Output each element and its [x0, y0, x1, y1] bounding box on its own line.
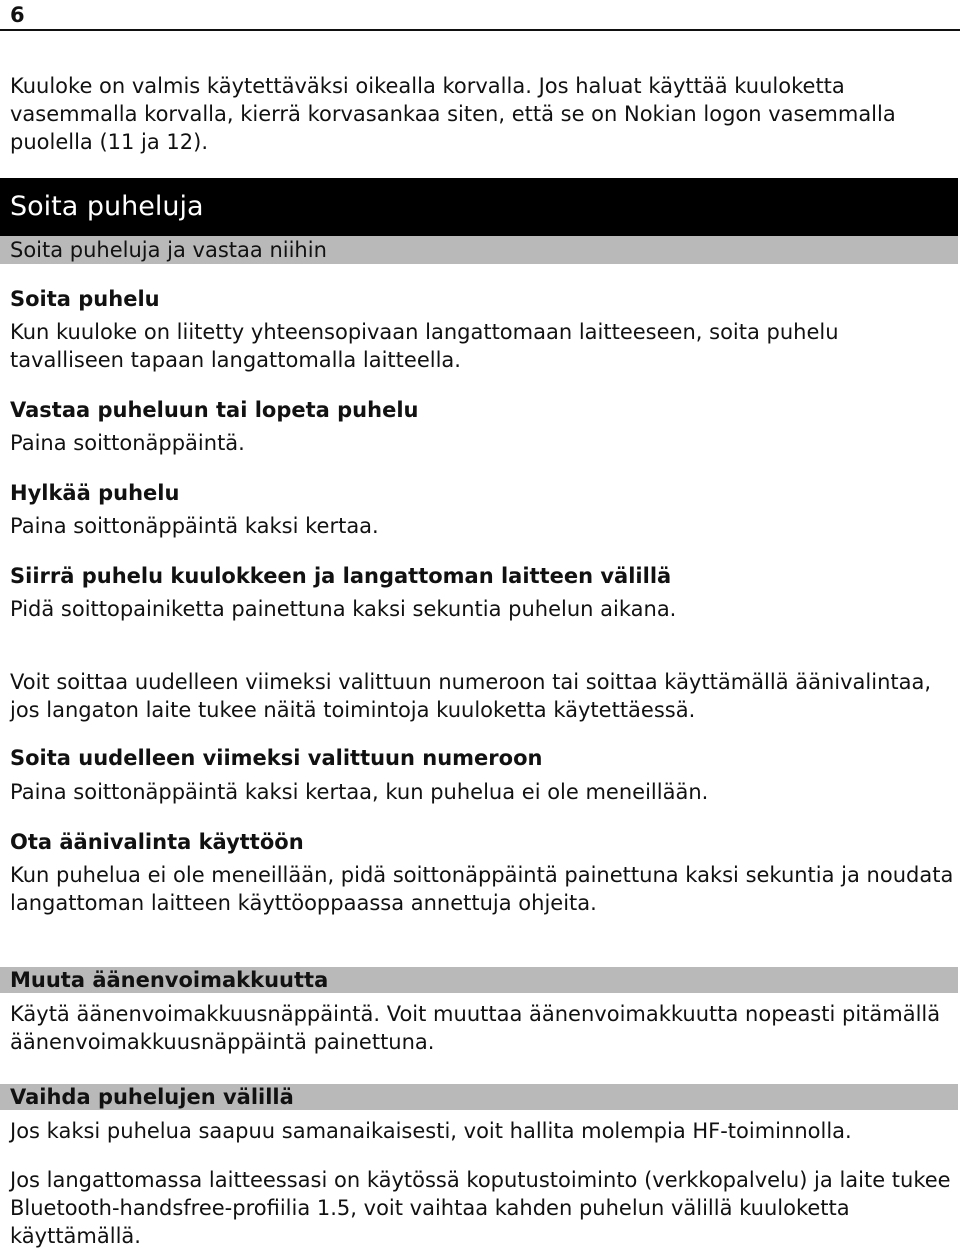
volume-text: Käytä äänenvoimakkuusnäppäintä. Voit muuttaa äänenvoimakkuutta nopeasti pitämällä äänenvoimakkuusnäppäintä painettuna.	[10, 1002, 941, 1054]
voice-dial-text: Kun puhelua ei ole meneillään, pidä soittonäppäintä painettuna kaksi sekuntia ja noudata langattoman laitteen käyttöoppaassa annettuja ohjeita.	[10, 863, 954, 915]
reject-call-heading: Hylkää puhelu	[10, 481, 180, 505]
transfer-call-heading: Siirrä puhelu kuulokkeen ja langattoman laitteen välillä	[10, 564, 672, 588]
volume-title-bar	[0, 967, 958, 993]
volume-title: Muuta äänenvoimakkuutta	[10, 968, 329, 992]
switch-calls-title-bar	[0, 1084, 958, 1110]
voice-dial-heading: Ota äänivalinta käyttöön	[10, 830, 304, 854]
answer-call-heading: Vastaa puheluun tai lopeta puhelu	[10, 398, 419, 422]
redial-heading: Soita uudelleen viimeksi valittuun numeroon	[10, 746, 543, 770]
make-call-heading: Soita puhelu	[10, 287, 160, 311]
subsection-title: Soita puheluja ja vastaa niihin	[10, 238, 327, 262]
intro-paragraph: Kuuloke on valmis käytettäväksi oikealla korvalla. Jos haluat käyttää kuuloketta vasemmalla korvalla, kierrä korvasankaa siten, että se on Nokian logon vasemmalla puolella (11 ja 12).	[10, 74, 896, 154]
section-title: Soita puheluja	[10, 191, 204, 222]
redial-text: Paina soittonäppäintä kaksi kertaa, kun puhelua ei ole meneillään.	[10, 780, 709, 804]
redial-intro-text: Voit soittaa uudelleen viimeksi valittuun numeroon tai soittaa käyttämällä äänivalintaa, jos langaton laite tukee näitä toimintoja kuuloketta käytettäessä.	[10, 670, 932, 722]
reject-call-text: Paina soittonäppäintä kaksi kertaa.	[10, 514, 379, 538]
transfer-call-text: Pidä soittopainiketta painettuna kaksi sekuntia puhelun aikana.	[10, 597, 677, 621]
page-number: 6	[10, 3, 25, 27]
header-rule	[0, 29, 960, 31]
switch-calls-text-2: Jos langattomassa laitteessasi on käytössä koputustoiminto (verkkopalvelu) ja laite tukee Bluetooth-handsfree-profiilia 1.5, voit vaihtaa kahden puhelun välillä kuuloketta käyttämällä.	[10, 1168, 951, 1248]
subsection-title-bar	[0, 236, 958, 264]
switch-calls-title: Vaihda puhelujen välillä	[10, 1085, 294, 1109]
section-title-bar	[0, 178, 958, 236]
answer-call-text: Paina soittonäppäintä.	[10, 431, 245, 455]
switch-calls-text-1: Jos kaksi puhelua saapuu samanaikaisesti, voit hallita molempia HF-toiminnolla.	[10, 1119, 852, 1143]
make-call-text: Kun kuuloke on liitetty yhteensopivaan langattomaan laitteeseen, soita puhelu tavalliseen tapaan langattomalla laitteella.	[10, 320, 839, 372]
